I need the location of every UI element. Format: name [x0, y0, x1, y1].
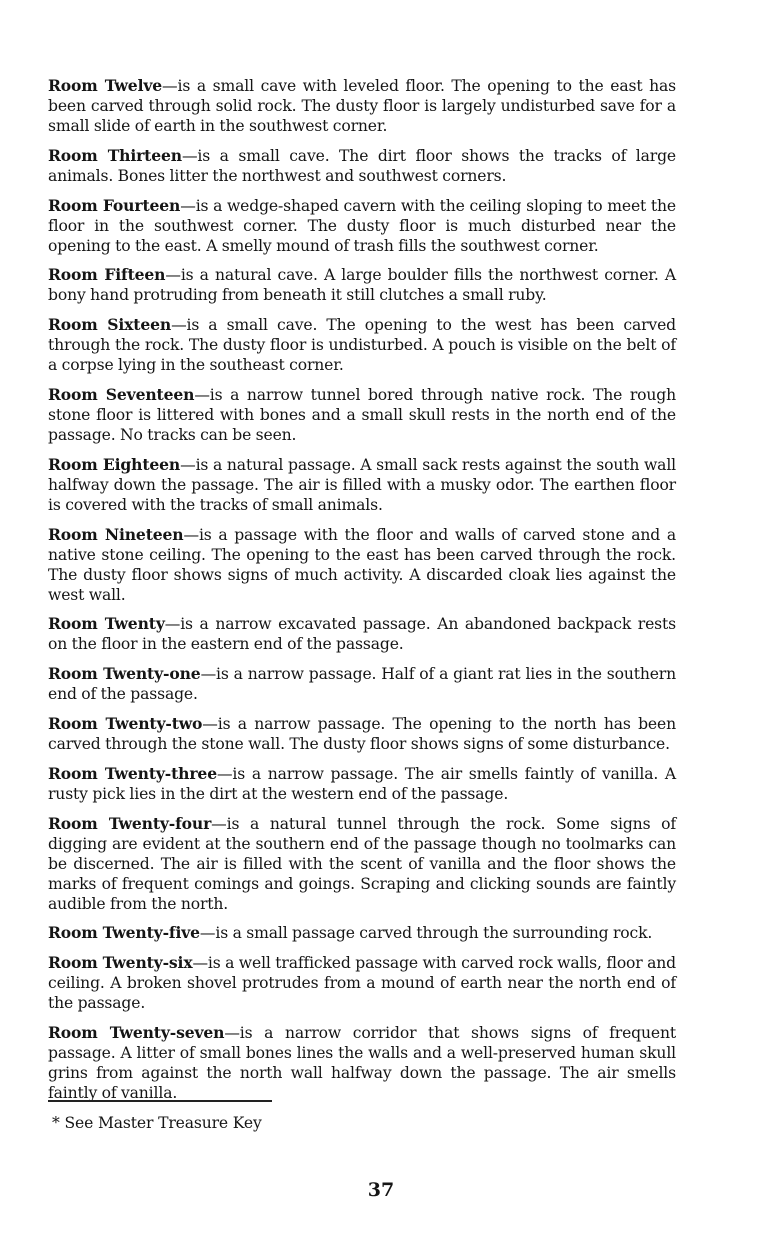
em-dash: —	[183, 525, 199, 544]
room-description: is a narrow passage. The opening to the north has been carved through the stone wall. The dusty floor shows signs of some disturbance.	[48, 714, 676, 753]
room-name: Room Eighteen	[48, 454, 181, 474]
em-dash: —	[192, 954, 208, 973]
room-entry	[48, 146, 676, 186]
room-name: Room Twenty-three	[48, 763, 217, 783]
em-dash: —	[199, 924, 216, 943]
room-description: is a narrow tunnel bored through native rock. The rough stone floor is littered with bones and a small skull rests in the north end of the passage. No tracks can be seen.	[48, 385, 676, 444]
room-description: is a small cave with leveled floor. The opening to the east has been carved through solid rock. The dusty floor is largely undisturbed save for a small slide of earth in the southwest corner.	[48, 77, 676, 135]
room-name: Room Twenty-six	[48, 953, 193, 973]
footnote-divider	[48, 1100, 272, 1102]
em-dash: —	[180, 196, 196, 215]
room-description: is a well trafficked passage with carved rock walls, floor and ceiling. A broken shovel protrudes from a mound of earth near the north end of the passage.	[48, 954, 676, 1013]
em-dash: —	[211, 814, 227, 833]
room-entry	[48, 714, 676, 754]
em-dash: —	[181, 146, 198, 165]
room-entry	[48, 923, 676, 943]
footnote: * See Master Treasure Key	[52, 1114, 262, 1132]
room-description: is a natural cave. A large boulder fills the northwest corner. A bony hand protruding from beneath it still clutches a small ruby.	[48, 266, 676, 305]
em-dash: —	[202, 714, 218, 733]
em-dash: —	[216, 764, 233, 783]
room-entry	[48, 764, 676, 804]
room-description: is a narrow passage. The air smells faintly of vanilla. A rusty pick lies in the dirt at the western end of the passage.	[48, 764, 676, 803]
em-dash: —	[162, 77, 178, 95]
room-description: is a small passage carved through the surrounding rock.	[215, 924, 653, 943]
room-entry	[48, 1023, 676, 1103]
room-entry	[48, 664, 676, 704]
room-name: Room Fifteen	[48, 265, 166, 285]
room-name: Room Twenty-four	[48, 813, 212, 833]
room-description: is a narrow corridor that shows signs of frequent passage. A litter of small bones lines the walls and a well-preserved human skull grins from against the north wall halfway down the passage. The air smells faintly of vanilla.	[48, 1023, 676, 1102]
room-entry	[48, 265, 676, 305]
room-description: is a small cave. The dirt floor shows the tracks of large animals. Bones litter the northwest and southwest corners.	[48, 146, 676, 185]
room-name: Room Fourteen	[48, 195, 181, 215]
room-name: Room Twenty	[48, 614, 165, 634]
room-description: is a passage with the floor and walls of carved stone and a native stone ceiling. The opening to the east has been carved through the rock. The dusty floor shows signs of much activity. A discarded cloak lies against the west wall.	[48, 525, 676, 604]
em-dash: —	[194, 385, 210, 404]
room-name: Room Thirteen	[48, 145, 182, 165]
room-description: is a wedge-shaped cavern with the ceiling sloping to meet the floor in the southwest corner. The dusty floor is much disturbed near the opening to the east. A smelly mound of trash fills the southwest corner.	[48, 196, 676, 255]
room-entry	[48, 385, 676, 445]
room-entry	[48, 315, 676, 375]
em-dash: —	[165, 266, 181, 285]
room-entry	[48, 76, 676, 136]
room-name: Room Seventeen	[48, 384, 195, 404]
room-description: is a natural passage. A small sack rests against the south wall halfway down the passage. The air is filled with a musky odor. The earthen floor is covered with the tracks of small animals.	[48, 455, 677, 514]
room-description: is a natural tunnel through the rock. Some signs of digging are evident at the southern end of the passage though no toolmarks can be discerned. The air is filled with the scent of vanilla and the floor shows the marks of frequent comings and goings. Scraping and clicking sounds are faintly audible from the north.	[48, 814, 676, 913]
em-dash: —	[224, 1023, 240, 1042]
room-entry	[48, 525, 676, 605]
room-name: Room Twenty-five	[48, 923, 200, 943]
room-name: Room Twenty-one	[48, 664, 201, 684]
room-description: is a small cave. The opening to the west has been carved through the rock. The dusty floor is undisturbed. A pouch is visible on the belt of a corpse lying in the southeast corner.	[48, 316, 676, 375]
room-description: is a narrow excavated passage. An abandoned backpack rests on the floor in the eastern end of the passage.	[48, 615, 677, 654]
room-entry	[48, 455, 676, 515]
em-dash: —	[200, 665, 217, 684]
em-dash: —	[180, 455, 196, 474]
page-number: 37	[367, 1179, 395, 1201]
room-name: Room Sixteen	[48, 315, 172, 335]
room-name: Room Twenty-two	[48, 713, 203, 733]
room-name: Room Twenty-seven	[48, 1022, 225, 1042]
room-entry	[48, 196, 676, 256]
em-dash: —	[164, 615, 181, 634]
room-description: is a narrow passage. Half of a giant rat lies in the southern end of the passage.	[48, 665, 677, 704]
room-entry	[48, 614, 676, 654]
em-dash: —	[171, 316, 187, 335]
room-name: Room Twelve	[48, 76, 163, 95]
room-entry	[48, 953, 676, 1013]
room-name: Room Nineteen	[48, 524, 184, 544]
room-descriptions	[48, 76, 676, 1113]
room-entry	[48, 814, 676, 914]
